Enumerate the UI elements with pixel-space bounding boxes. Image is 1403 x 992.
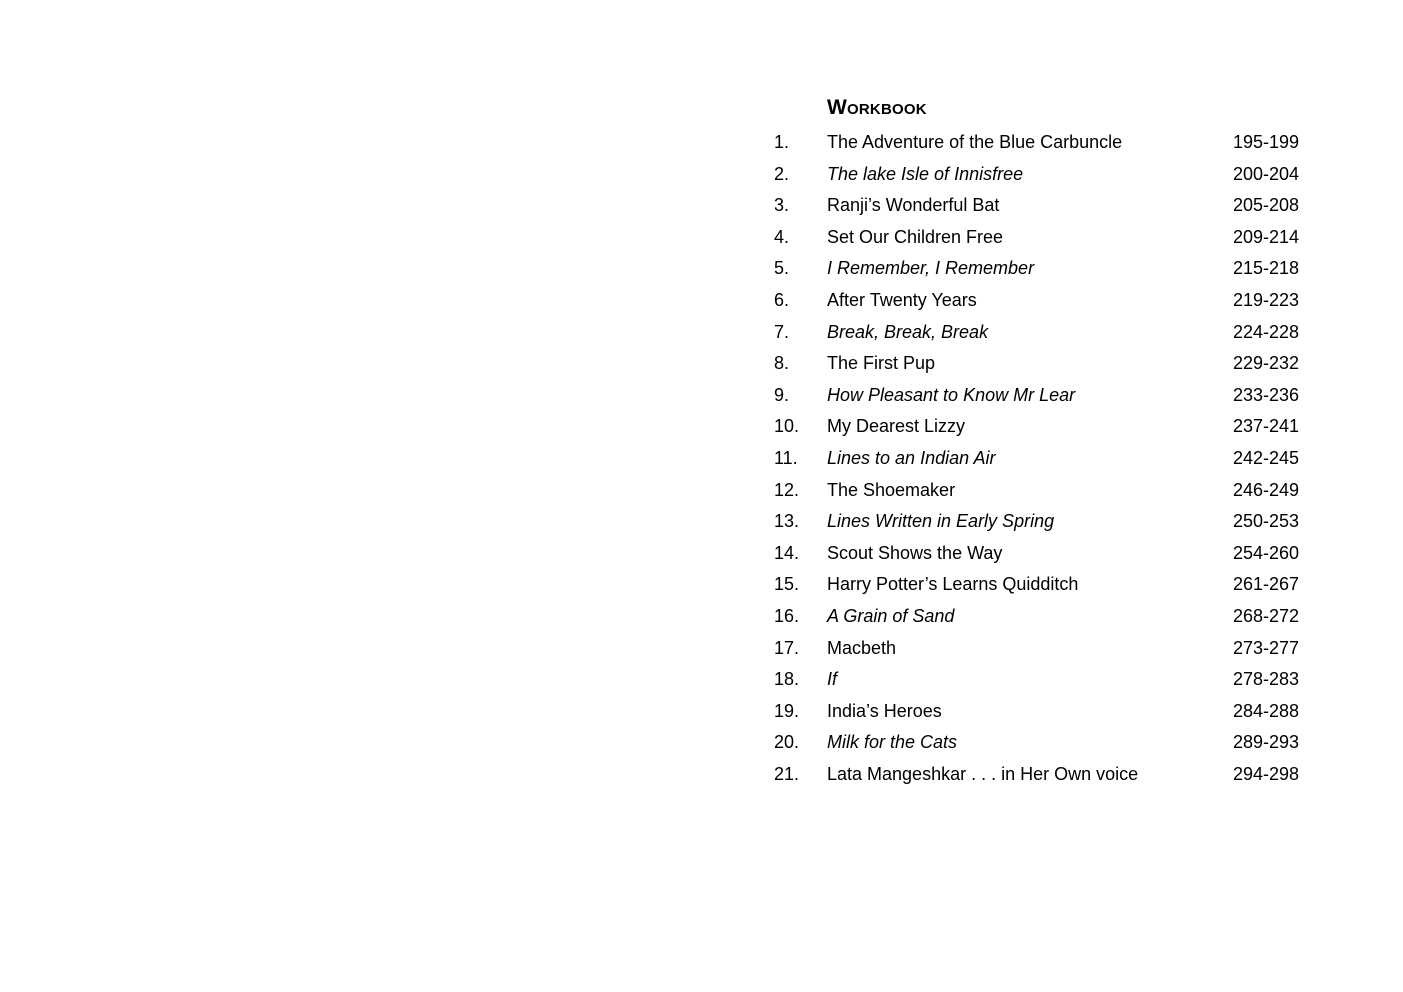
- toc-entry-title: A Grain of Sand: [827, 605, 955, 626]
- toc-entry-pages: 195-199: [1232, 132, 1299, 152]
- toc-entry-number: 21.: [774, 763, 800, 784]
- toc-entry-number: 10.: [774, 416, 800, 437]
- toc-entry: [774, 317, 1304, 349]
- toc-entry-number: 4.: [774, 226, 790, 247]
- toc-entry: [774, 664, 1304, 696]
- section-heading: Workbook: [827, 96, 927, 119]
- toc-entry: [774, 222, 1304, 254]
- toc-entry: [774, 696, 1304, 728]
- toc-entry-pages: 237-241: [1232, 416, 1299, 437]
- toc-entry-title: The Adventure of the Blue Carbuncle: [827, 132, 1123, 152]
- toc-entry: [774, 159, 1304, 191]
- toc-entry-pages: 242-245: [1232, 447, 1299, 468]
- toc-entry-pages: 278-283: [1232, 669, 1299, 690]
- toc-entry-pages: 273-277: [1232, 637, 1299, 658]
- toc-entry-title: The First Pup: [827, 353, 936, 374]
- toc-entry-pages: 233-236: [1232, 384, 1299, 405]
- toc-entry: [774, 569, 1304, 601]
- toc-entry-number: 18.: [774, 669, 800, 690]
- toc-entry: [774, 633, 1304, 665]
- toc-entry-number: 14.: [774, 542, 800, 563]
- toc-entry-pages: 261-267: [1232, 574, 1299, 595]
- toc-entry-number: 12.: [774, 479, 800, 500]
- toc-entry: [774, 411, 1304, 443]
- toc-entry-pages: 224-228: [1232, 321, 1299, 342]
- toc-entry: [774, 285, 1304, 317]
- toc-entry: [774, 475, 1304, 507]
- toc-entry-number: 8.: [774, 353, 790, 374]
- toc-entry: [774, 506, 1304, 538]
- toc-entry-number: 6.: [774, 289, 790, 310]
- toc-entry-number: 19.: [774, 700, 800, 721]
- toc-entry: [774, 253, 1304, 285]
- toc-entry-pages: 250-253: [1232, 511, 1299, 532]
- table-of-contents: [774, 127, 1304, 790]
- toc-entry-title: My Dearest Lizzy: [827, 416, 966, 437]
- toc-entry-title: Scout Shows the Way: [827, 542, 1003, 563]
- toc-entry-number: 2.: [774, 163, 790, 184]
- toc-entry-pages: 200-204: [1232, 163, 1299, 184]
- toc-entry-title: Lata Mangeshkar . . . in Her Own voice: [827, 763, 1139, 784]
- toc-entry: [774, 727, 1304, 759]
- toc-entry: [774, 759, 1304, 791]
- toc-entry-number: 7.: [774, 321, 790, 342]
- toc-entry-title: How Pleasant to Know Mr Lear: [827, 384, 1076, 405]
- toc-entry-title: Lines Written in Early Spring: [827, 511, 1055, 532]
- toc-entry-number: 16.: [774, 605, 800, 626]
- toc-entry-title: Ranji’s Wonderful Bat: [827, 195, 1000, 216]
- toc-entry-title: If: [827, 669, 838, 690]
- toc-entry-pages: 219-223: [1232, 289, 1299, 310]
- toc-entry-title: The lake Isle of Innisfree: [827, 163, 1024, 184]
- toc-entry: [774, 443, 1304, 475]
- toc-entry-number: 15.: [774, 574, 800, 595]
- toc-entry: [774, 380, 1304, 412]
- toc-entry-title: Harry Potter’s Learns Quidditch: [827, 574, 1079, 595]
- toc-entry-pages: 215-218: [1232, 258, 1299, 279]
- toc-entry-pages: 246-249: [1232, 479, 1299, 500]
- toc-entry-title: Milk for the Cats: [827, 732, 958, 753]
- toc-entry-number: 17.: [774, 637, 800, 658]
- toc-entry: [774, 127, 1304, 159]
- toc-entry-pages: 254-260: [1232, 542, 1299, 563]
- toc-entry-title: After Twenty Years: [827, 289, 977, 310]
- toc-entry-pages: 268-272: [1232, 605, 1299, 626]
- toc-entry-number: 20.: [774, 732, 800, 753]
- toc-entry-pages: 294-298: [1232, 763, 1299, 784]
- toc-entry-pages: 229-232: [1232, 353, 1299, 374]
- toc-entry-pages: 209-214: [1232, 226, 1299, 247]
- toc-entry-title: Set Our Children Free: [827, 226, 1004, 247]
- toc-entry-pages: 289-293: [1232, 732, 1299, 753]
- toc-entry: [774, 538, 1304, 570]
- toc-entry-title: Macbeth: [827, 637, 897, 658]
- toc-entry-title: Lines to an Indian Air: [827, 447, 996, 468]
- toc-entry-title: Break, Break, Break: [827, 321, 989, 342]
- toc-entry-number: 1.: [774, 132, 790, 152]
- toc-entry: [774, 348, 1304, 380]
- toc-entry-number: 3.: [774, 195, 790, 216]
- toc-entry-number: 11.: [774, 447, 798, 468]
- toc-entry-title: India’s Heroes: [827, 700, 942, 721]
- toc-entry-pages: 205-208: [1232, 195, 1299, 216]
- toc-entry-number: 13.: [774, 511, 800, 532]
- toc-entry-number: 5.: [774, 258, 790, 279]
- toc-entry-title: I Remember, I Remember: [827, 258, 1035, 279]
- toc-entry: [774, 190, 1304, 222]
- toc-entry: [774, 601, 1304, 633]
- toc-entry-number: 9.: [774, 384, 790, 405]
- toc-entry-pages: 284-288: [1232, 700, 1299, 721]
- toc-entry-title: The Shoemaker: [827, 479, 956, 500]
